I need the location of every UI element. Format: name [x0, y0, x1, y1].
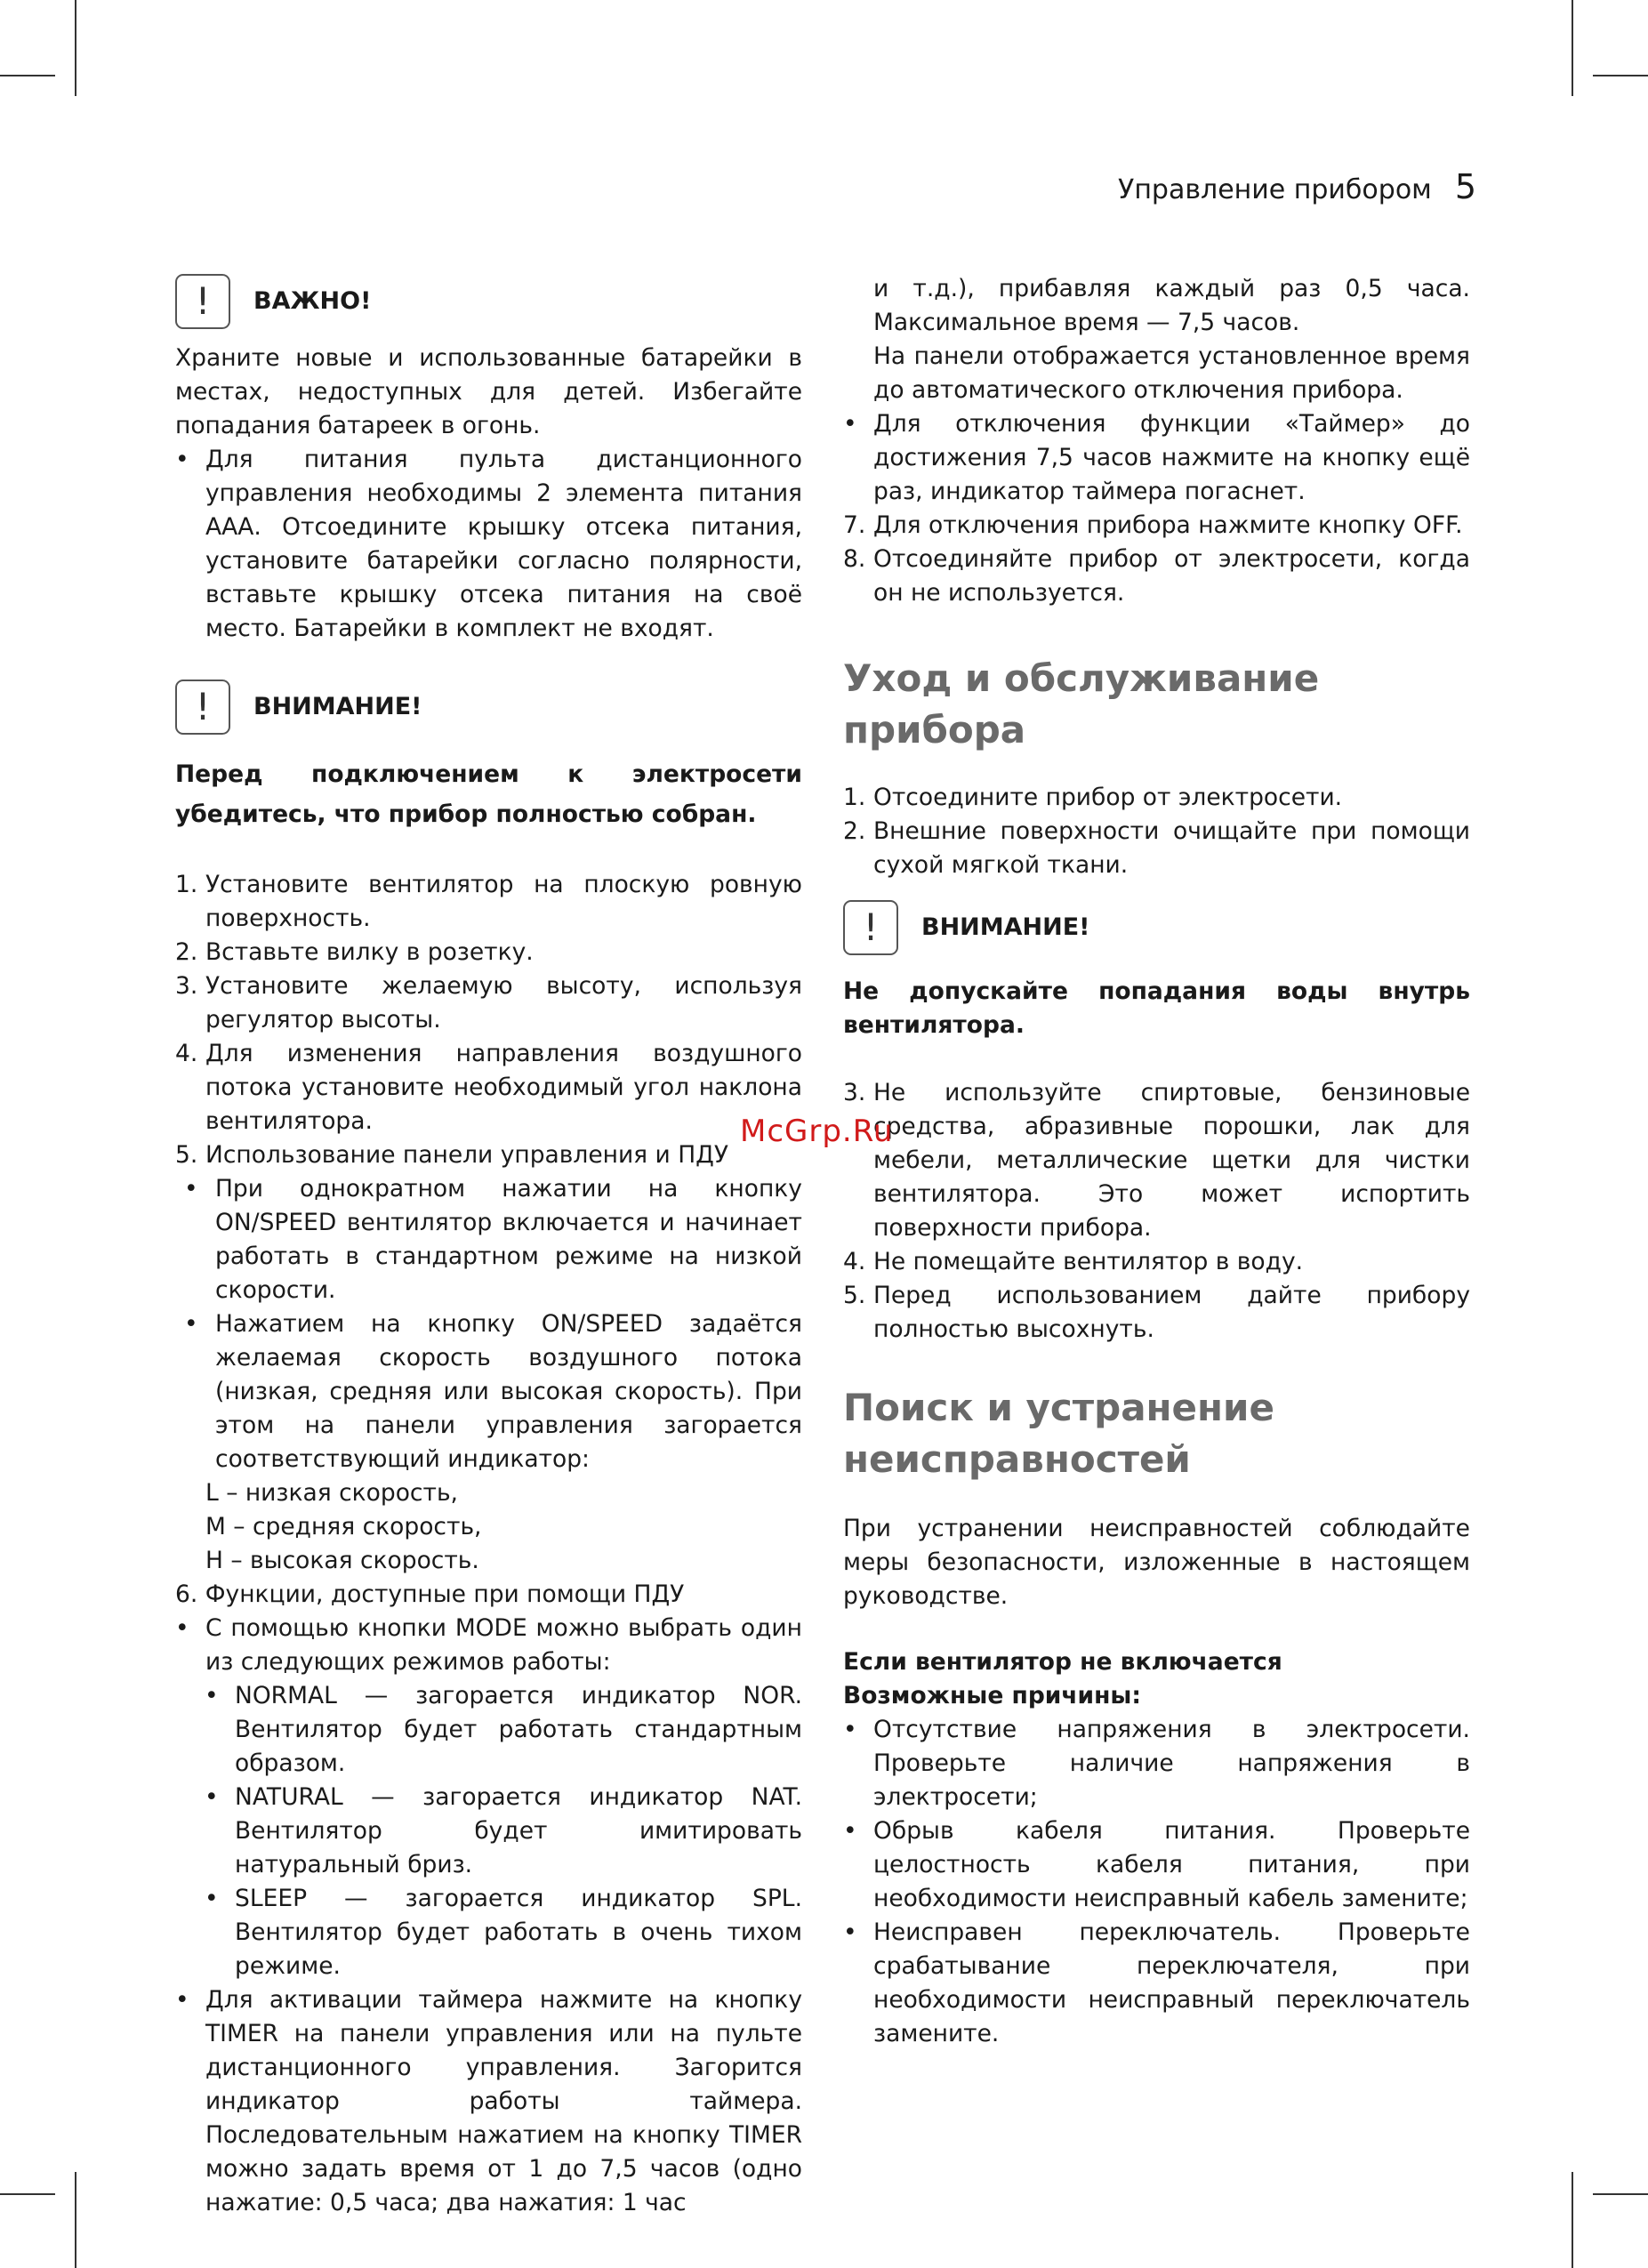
right-column: [843, 272, 1470, 2051]
exclamation-icon: !: [175, 274, 230, 329]
crop-mark: [1572, 2172, 1573, 2268]
care-list: [843, 781, 1470, 882]
crop-mark: [75, 0, 76, 96]
list-item: • Неисправен переключатель. Проверьте срабатывание переключателя, при необходимости неисправный переключатель замените.: [843, 1918, 1470, 2047]
caution-text: Не допускайте попадания воды внутрь вентилятора.: [843, 977, 1470, 1039]
mode-item: • SLEEP — загорается индикатор SPL. Вентилятор будет работать в очень тихом режиме.: [205, 1885, 802, 1980]
important-text: Храните новые и использованные батарейки в местах, недоступных для детей. Избегайте попадания батареек в огонь.: [175, 344, 802, 439]
important-notice: [175, 274, 802, 329]
speed-item: M – средняя скорость,: [205, 1513, 482, 1540]
notice-label: ВАЖНО!: [253, 287, 372, 315]
page-header: [1067, 167, 1476, 206]
list-item: 7. Для отключения прибора нажмите кнопку OFF.: [843, 511, 1463, 539]
timer-display-note: На панели отображается установленное время до автоматического отключения прибора.: [873, 342, 1470, 404]
mode-item: • NORMAL — загорается индикатор NOR. Вентилятор будет работать стандартным образом.: [205, 1682, 802, 1777]
crop-mark: [0, 2193, 55, 2195]
list-item: 1. Отсоедините прибор от электросети.: [843, 784, 1343, 811]
section-title: Управление прибором: [1118, 174, 1432, 205]
crop-mark: [1572, 0, 1573, 96]
crop-mark: [0, 75, 55, 76]
caution-notice: [175, 680, 802, 735]
list-item: 1. Установите вентилятор на плоскую ровную поверхность.: [175, 871, 802, 932]
list-item: 4. Для изменения направления воздушного потока установите необходимый угол наклона вентилятора.: [175, 1040, 802, 1135]
crop-mark: [1593, 75, 1648, 76]
speed-item: H – высокая скорость.: [205, 1547, 479, 1574]
list-item: 2. Вставьте вилку в розетку.: [175, 938, 534, 966]
list-item: • Для питания пульта дистанционного управления необходимы 2 элемента питания ААА. Отсоедините крышку отсека питания, установите батарейки согласно полярности, вставьте крышку отсека питания на своё место. Батарейки в комплект не входят.: [175, 446, 802, 642]
list-item: • С помощью кнопки MODE можно выбрать один из следующих режимов работы:: [175, 1614, 802, 1676]
speed-item: L – низкая скорость,: [205, 1479, 458, 1507]
crop-mark: [75, 2172, 76, 2268]
exclamation-icon: !: [175, 680, 230, 735]
watermark: McGrp.Ru: [740, 1114, 894, 1149]
list-item: • Нажатием на кнопку ON/SPEED задаётся желаемая скорость воздушного потока (низкая, средняя или высокая скорость). При этом на панели управления загорается соответствующий индикатор:: [184, 1310, 802, 1473]
exclamation-icon: !: [843, 900, 898, 955]
caution-notice: [843, 900, 1470, 955]
list-item: 2. Внешние поверхности очищайте при помощи сухой мягкой ткани.: [843, 817, 1470, 879]
caution-text: Перед подключением к электросети убедитесь, что прибор полностью собран.: [175, 760, 802, 828]
timer-continuation: и т.д.), прибавляя каждый раз 0,5 часа. Максимальное время — 7,5 часов.: [873, 275, 1470, 336]
crop-mark: [1593, 2193, 1648, 2195]
list-item: 5. Перед использованием дайте прибору полностью высохнуть.: [843, 1282, 1470, 1343]
step-6-heading: 6. Функции, доступные при помощи ПДУ: [175, 1580, 685, 1608]
causes-label: Возможные причины:: [843, 1682, 1141, 1709]
care-heading: Уход и обслуживание прибора: [843, 656, 1320, 752]
left-column: [175, 274, 802, 2220]
list-item: • Для отключения функции «Таймер» до достижения 7,5 часов нажмите на кнопку ещё раз, индикатор таймера погаснет.: [843, 410, 1470, 505]
notice-label: ВНИМАНИЕ!: [253, 693, 422, 720]
list-item: • При однократном нажатии на кнопку ON/SPEED вентилятор включается и начинает работать в стандартном режиме на низкой скорости.: [184, 1175, 802, 1304]
list-item: • Обрыв кабеля питания. Проверьте целостность кабеля питания, при необходимости неисправный кабель замените;: [843, 1817, 1470, 1912]
care-list-2: [843, 1076, 1470, 1347]
list-item: 3. Не используйте спиртовые, бензиновые средства, абразивные порошки, лак для мебели, металлические щетки для чистки вентилятора. Это может испортить поверхности прибора.: [843, 1079, 1470, 1242]
troubleshooting-heading: Поиск и устранение неисправностей: [843, 1386, 1274, 1481]
list-item: 8. Отсоединяйте прибор от электросети, когда он не используется.: [843, 545, 1470, 607]
list-item: 5. Использование панели управления и ПДУ: [175, 1141, 728, 1169]
steps-list: [175, 868, 802, 2220]
list-item: 3. Установите желаемую высоту, используя регулятор высоты.: [175, 972, 802, 1033]
mode-item: • NATURAL — загорается индикатор NAT. Вентилятор будет имитировать натуральный бриз.: [205, 1783, 802, 1878]
page-number: 5: [1454, 167, 1476, 206]
list-item: • Для активации таймера нажмите на кнопку TIMER на панели управления или на пульте дистанционного управления. Загорится индикатор работы таймера. Последовательным нажатием на кнопку TIMER можно задать время от 1 до 7,5 часов (одно нажатие: 0,5 часа; два нажатия: 1 час: [175, 1986, 802, 2216]
problem-title: Если вентилятор не включается: [843, 1648, 1282, 1676]
notice-label: ВНИМАНИЕ!: [921, 913, 1090, 941]
list-item: 4. Не помещайте вентилятор в воду.: [843, 1248, 1304, 1275]
troubleshooting-intro: При устранении неисправностей соблюдайте меры безопасности, изложенные в настоящем руководстве.: [843, 1515, 1470, 1610]
list-item: • Отсутствие напряжения в электросети. Проверьте наличие напряжения в электросети;: [843, 1716, 1470, 1811]
